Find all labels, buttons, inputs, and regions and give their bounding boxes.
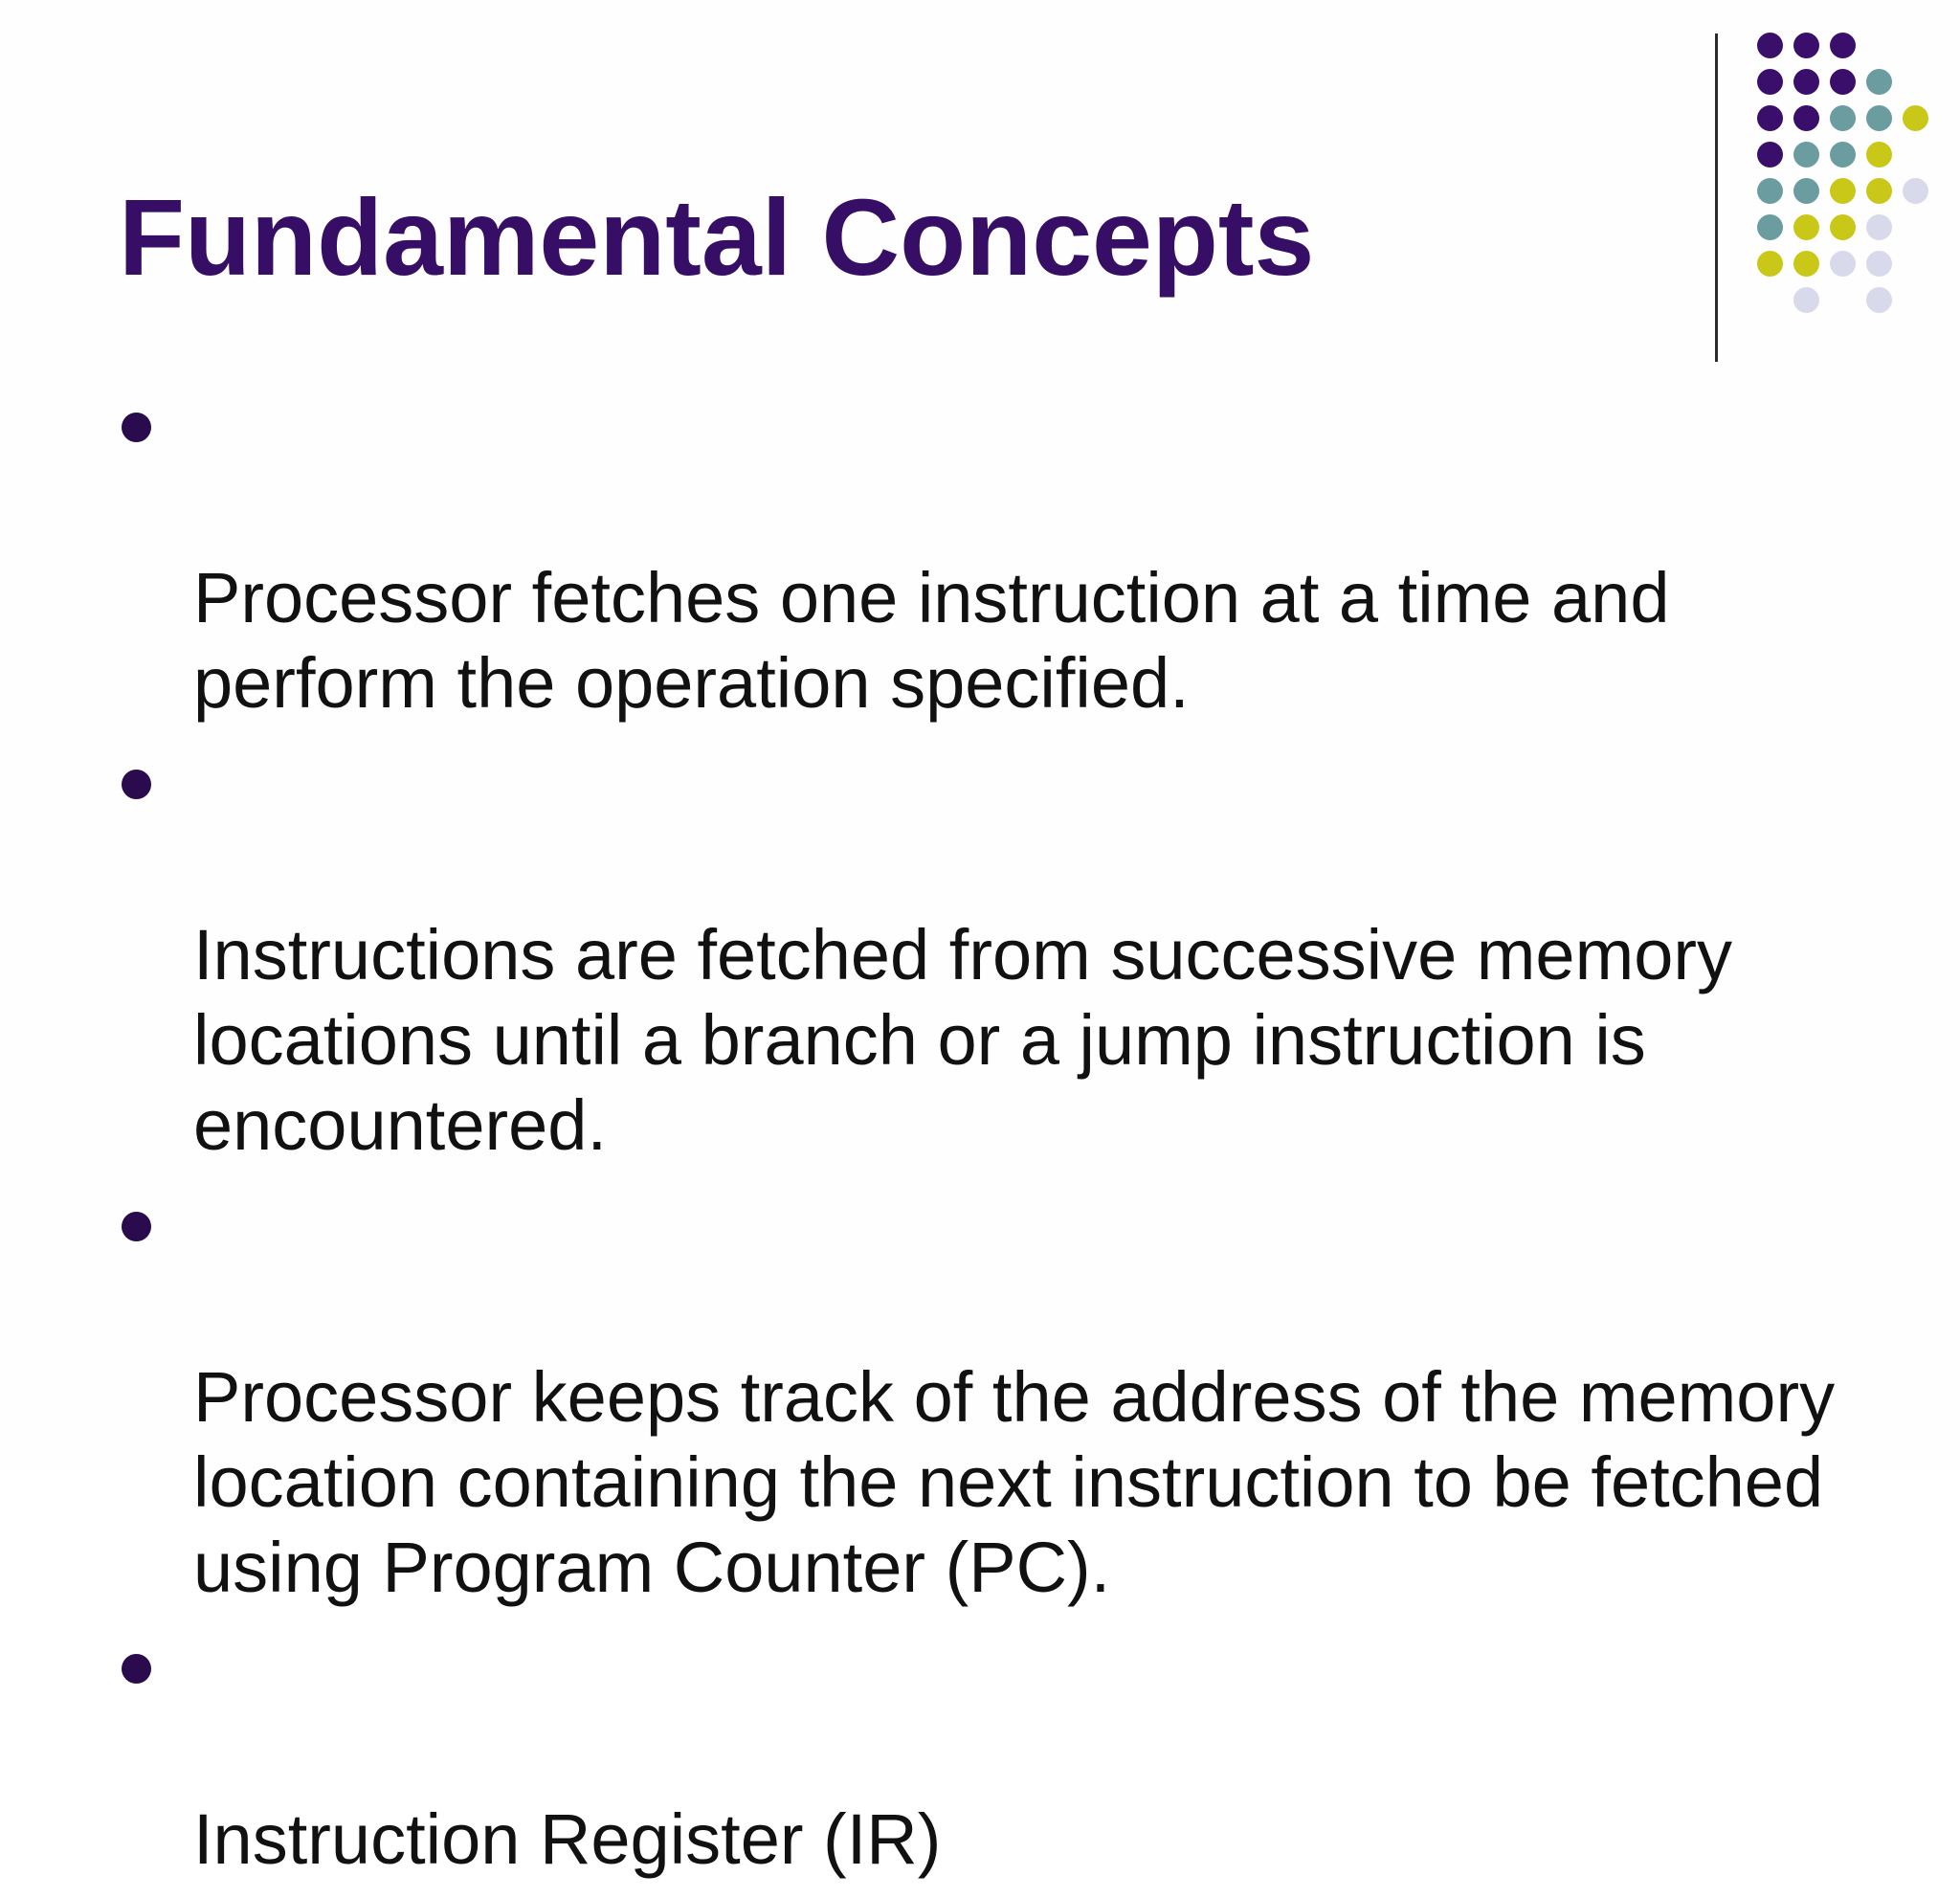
decorative-dot bbox=[1830, 105, 1856, 131]
decorative-dot bbox=[1866, 142, 1892, 167]
decorative-dot bbox=[1866, 105, 1892, 131]
decorative-dot bbox=[1830, 251, 1856, 277]
decorative-dot bbox=[1903, 105, 1928, 131]
decorative-dot bbox=[1793, 142, 1819, 167]
bullet-item-2 bbox=[119, 742, 1918, 1168]
decorative-dot bbox=[1757, 214, 1783, 240]
decorative-dot bbox=[1757, 178, 1783, 204]
bullet-icon bbox=[122, 413, 151, 442]
bullet-item-3 bbox=[119, 1184, 1918, 1610]
decorative-dot-grid bbox=[1757, 33, 1939, 320]
decorative-dot bbox=[1830, 142, 1856, 167]
decorative-dot bbox=[1793, 105, 1819, 131]
decorative-dot bbox=[1830, 214, 1856, 240]
bullet-list bbox=[119, 385, 1918, 1898]
decorative-dot bbox=[1793, 251, 1819, 277]
decorative-dot bbox=[1866, 214, 1892, 240]
bullet-icon bbox=[122, 1212, 151, 1241]
decorative-dot bbox=[1793, 33, 1819, 58]
decorative-dot bbox=[1866, 178, 1892, 204]
decorative-dot bbox=[1757, 142, 1783, 167]
bullet-icon bbox=[122, 1654, 151, 1684]
bullet-item-4 bbox=[119, 1626, 1918, 1882]
bullet-text: Instructions are fetched from successive memory locations until a branch or a jump instruction is encountered. bbox=[193, 915, 1733, 1165]
decorative-dot bbox=[1757, 69, 1783, 95]
decorative-dot bbox=[1830, 69, 1856, 95]
decorative-dot bbox=[1903, 178, 1928, 204]
bullet-text: Processor fetches one instruction at a time and perform the operation specified. bbox=[193, 558, 1670, 723]
decorative-dot bbox=[1866, 287, 1892, 313]
decorative-dot bbox=[1793, 214, 1819, 240]
decorative-dot bbox=[1830, 178, 1856, 204]
decorative-dot bbox=[1793, 69, 1819, 95]
decorative-dot bbox=[1866, 251, 1892, 277]
vertical-divider-line bbox=[1715, 33, 1718, 362]
decorative-dot bbox=[1757, 251, 1783, 277]
decorative-dot bbox=[1757, 105, 1783, 131]
bullet-text: Instruction Register (IR) bbox=[193, 1799, 942, 1879]
decorative-dot bbox=[1757, 33, 1783, 58]
decorative-dot bbox=[1793, 287, 1819, 313]
decorative-dot bbox=[1830, 33, 1856, 58]
bullet-text: Processor keeps track of the address of the memory location containing the next instruction to be fetched using Program Counter (PC). bbox=[193, 1357, 1836, 1607]
slide-title: Fundamental Concepts bbox=[119, 177, 1315, 298]
bullet-icon bbox=[122, 770, 151, 799]
decorative-dot bbox=[1793, 178, 1819, 204]
decorative-dot bbox=[1866, 69, 1892, 95]
bullet-item-1 bbox=[119, 385, 1918, 726]
